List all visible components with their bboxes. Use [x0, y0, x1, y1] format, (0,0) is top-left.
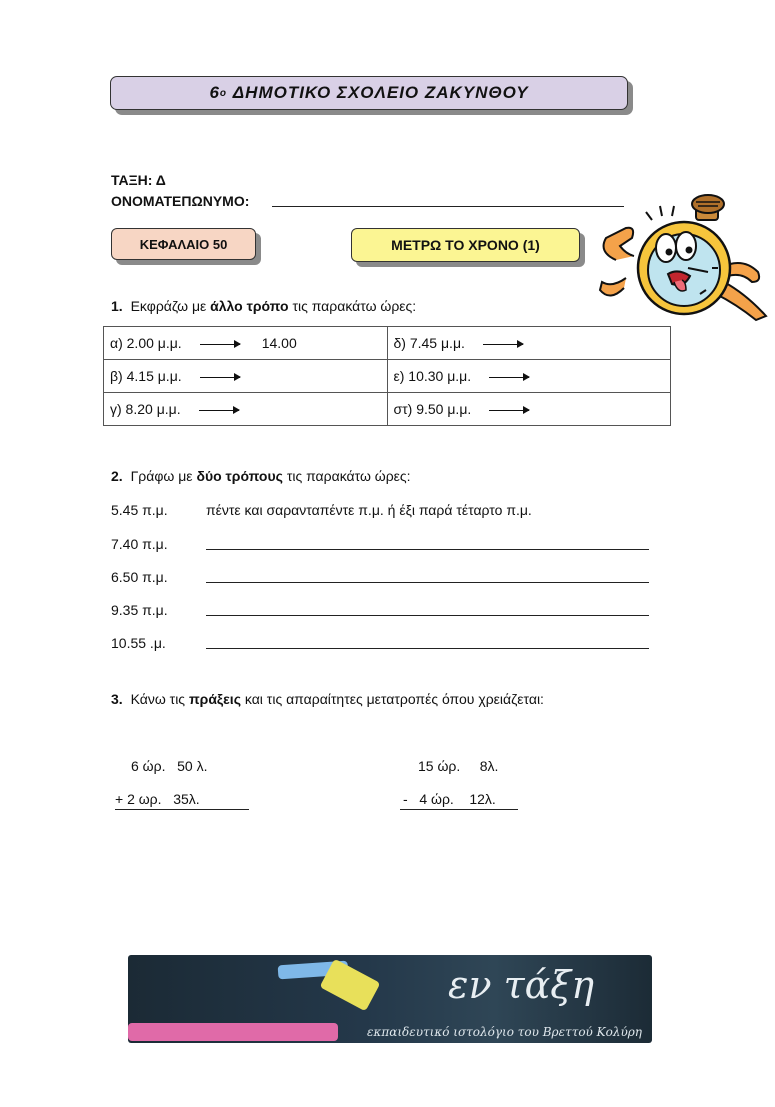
- table-cell[interactable]: [387, 393, 671, 426]
- answer-line[interactable]: [206, 602, 649, 616]
- pink-chalk-icon: [128, 1023, 338, 1041]
- exercise1-post: τις παρακάτω ώρες:: [292, 298, 417, 314]
- time-label: α) 2.00 μ.μ.: [110, 335, 182, 351]
- arrow-icon: [200, 377, 240, 378]
- answer-value: 14.00: [261, 335, 297, 351]
- exercise3-bold: πράξεις: [188, 691, 241, 707]
- arrow-icon: [200, 344, 240, 345]
- running-clock-icon: [596, 190, 772, 326]
- class-label: ΤΑΞΗ: Δ: [111, 172, 166, 188]
- time-label: ε) 10.30 μ.μ.: [393, 368, 472, 384]
- exercise1-number: 1.: [111, 298, 123, 314]
- time-label: β) 4.15 μ.μ.: [110, 368, 182, 384]
- exercise3-pre: Κάνω τις: [130, 691, 186, 707]
- exercise1-pre: Εκφράζω με: [130, 298, 207, 314]
- table-row: [104, 327, 671, 360]
- answer-line[interactable]: [206, 536, 649, 550]
- table-cell[interactable]: [387, 360, 671, 393]
- table-cell[interactable]: [387, 327, 671, 360]
- exercise2-pre: Γράφω με: [130, 468, 193, 484]
- table-row: [104, 360, 671, 393]
- time-item: 6.50 π.μ.: [111, 569, 168, 585]
- time-item: 9.35 π.μ.: [111, 602, 168, 618]
- exercise2-post: τις παρακάτω ώρες:: [286, 468, 411, 484]
- time-label: δ) 7.45 μ.μ.: [393, 335, 465, 351]
- name-label: ΟΝΟΜΑΤΕΠΩΝΥΜΟ:: [111, 193, 250, 209]
- school-name: ΔΗΜΟΤΙΚΟ ΣΧΟΛΕΙΟ ΖΑΚΥΝΘΟΥ: [232, 83, 529, 102]
- arrow-icon: [483, 344, 523, 345]
- answer-line[interactable]: [206, 635, 649, 649]
- time-item: 7.40 π.μ.: [111, 536, 168, 552]
- arrow-icon: [489, 377, 529, 378]
- table-cell[interactable]: [104, 327, 388, 360]
- school-prefix: 6: [209, 83, 220, 102]
- addition-rule: [115, 809, 249, 810]
- table-cell[interactable]: [104, 393, 388, 426]
- table-cell[interactable]: [104, 360, 388, 393]
- exercise2-heading: [111, 468, 411, 484]
- example-time: 5.45 π.μ.: [111, 502, 168, 518]
- banner-title: εν τάξη: [448, 963, 594, 1007]
- time-label: στ) 9.50 μ.μ.: [393, 401, 472, 417]
- exercise1-table: [103, 326, 671, 426]
- answer-line[interactable]: [206, 569, 649, 583]
- subtraction-line-2: - 4 ώρ. 12λ.: [403, 791, 496, 807]
- topic-box: ΜΕΤΡΩ ΤΟ ΧΡΟΝΟ (1): [351, 228, 580, 262]
- subtraction-line-1: 15 ώρ. 8λ.: [418, 758, 499, 774]
- example-text: πέντε και σαρανταπέντε π.μ. ή έξι παρά τέταρτο π.μ.: [206, 502, 532, 518]
- arrow-icon: [199, 410, 239, 411]
- exercise2-bold: δύο τρόπους: [196, 468, 283, 484]
- time-item: 10.55 .μ.: [111, 635, 166, 651]
- exercise1-bold: άλλο τρόπο: [210, 298, 289, 314]
- exercise2-number: 2.: [111, 468, 123, 484]
- exercise3-number: 3.: [111, 691, 123, 707]
- exercise1-heading: [111, 298, 416, 314]
- table-row: [104, 393, 671, 426]
- name-field-line[interactable]: [272, 192, 624, 207]
- addition-line-2: + 2 ωρ. 35λ.: [115, 791, 200, 807]
- exercise3-post: και τις απαραίτητες μετατροπές όπου χρειάζεται:: [244, 691, 544, 707]
- school-sup: ο: [219, 87, 228, 99]
- chapter-box: ΚΕΦΑΛΑΙΟ 50: [111, 228, 256, 260]
- subtraction-rule: [400, 809, 518, 810]
- blog-banner[interactable]: [128, 955, 652, 1043]
- school-title-box: [110, 76, 628, 110]
- time-label: γ) 8.20 μ.μ.: [110, 401, 181, 417]
- addition-line-1: 6 ώρ. 50 λ.: [131, 758, 208, 774]
- arrow-icon: [489, 410, 529, 411]
- exercise3-heading: [111, 691, 544, 707]
- banner-subtitle: εκπαιδευτικό ιστολόγιο του Βρεττού Κολύρη: [367, 1025, 642, 1039]
